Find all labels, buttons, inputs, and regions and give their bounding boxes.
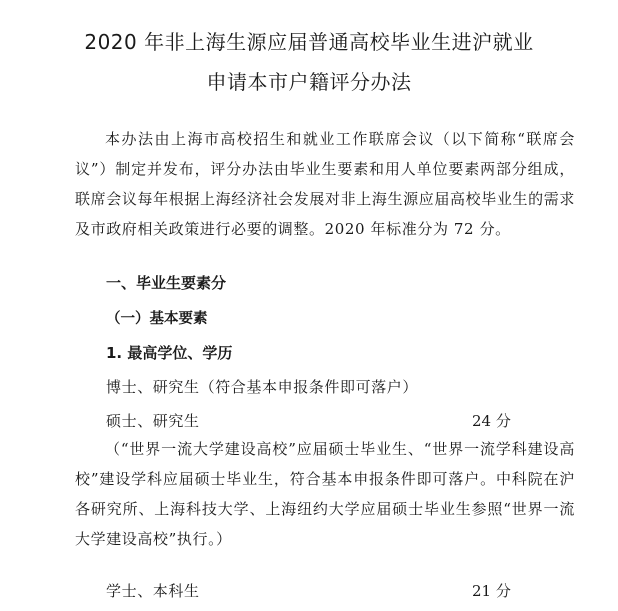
- bachelor-label: 学士、本科生: [106, 582, 200, 600]
- doctor-line: 博士、研究生（符合基本申报条件即可落户）: [106, 378, 419, 396]
- intro-paragraph: 本办法由上海市高校招生和就业工作联席会议（以下简称“联席会议”）制定并发布，评分办法由毕业生要素和用人单位要素两部分组成，联席会议每年根据上海经济社会发展对非上海生源应届高校毕业生的需求及市政府相关政策进行必要的调整。2020 年标准分为 72 分。: [75, 130, 575, 238]
- document-title-line-2: 申请本市户籍评分办法: [206, 70, 412, 94]
- section-heading: 一、毕业生要素分: [106, 274, 227, 292]
- master-label: 硕士、研究生: [106, 412, 200, 430]
- master-note-paragraph: （“世界一流大学建设高校”应届硕士毕业生、“世界一流学科建设高校”建设学科应届硕士毕业生，符合基本申报条件即可落户。中科院在沪各研究所、上海科技大学、上海纽约大学应届硕士毕业生参照“世界一流大学建设高校”执行。）: [75, 440, 575, 548]
- master-score: 24 分: [472, 412, 511, 430]
- item-heading: 1. 最高学位、学历: [106, 344, 233, 362]
- bachelor-score: 21 分: [472, 582, 511, 600]
- document-title-line-1: 2020 年非上海生源应届普通高校毕业生进沪就业: [84, 30, 534, 54]
- subsection-heading: （一）基本要素: [106, 310, 208, 327]
